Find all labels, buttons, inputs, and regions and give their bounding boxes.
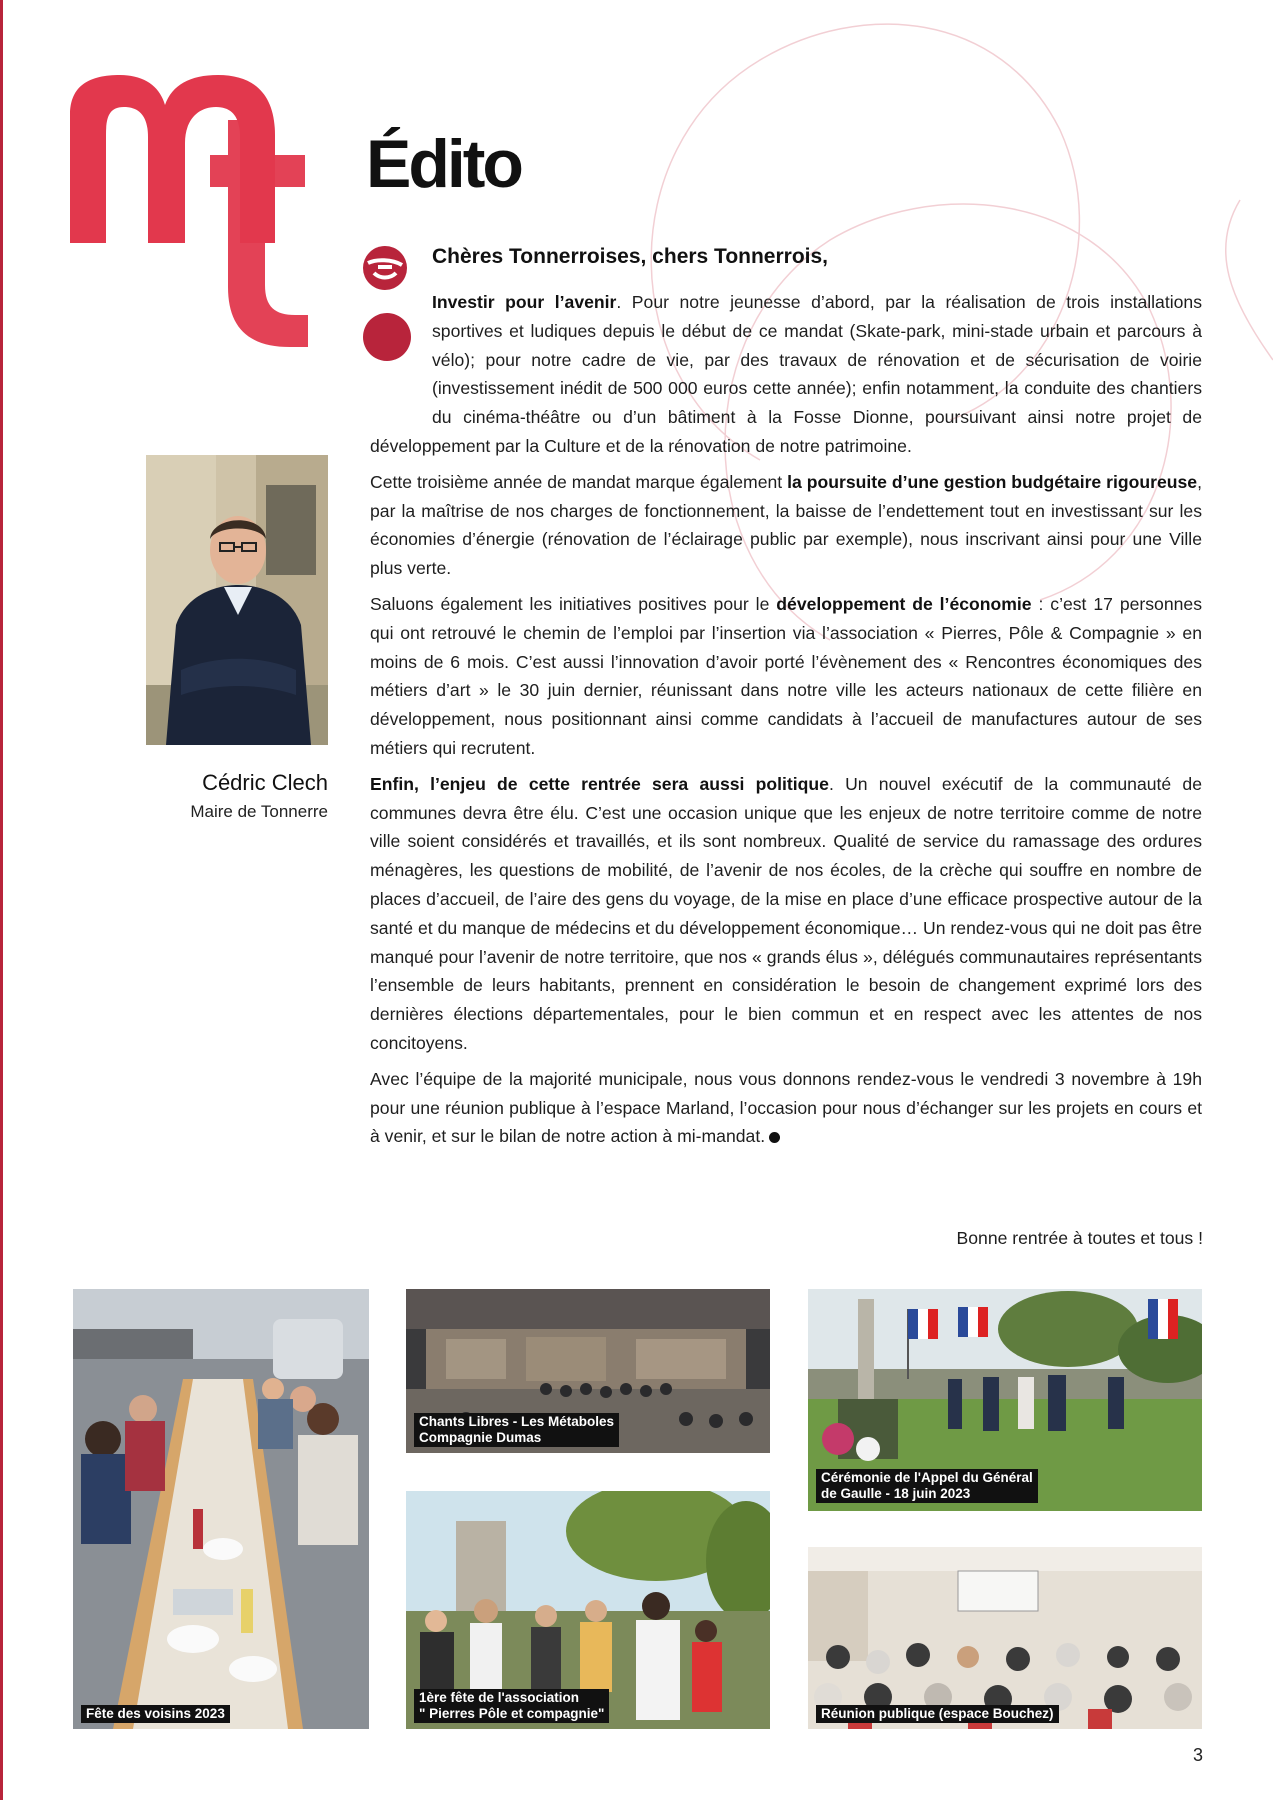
page-number: 3: [1192, 1745, 1203, 1765]
paragraph-economie: [370, 590, 1202, 763]
paragraph-politique: [370, 770, 1202, 1058]
photo-pierres-pole: [406, 1491, 770, 1729]
caption-reunion: [816, 1705, 1059, 1723]
photo-fete-voisins-image: [73, 1289, 369, 1729]
author-name: Cédric Clech: [202, 770, 328, 795]
paragraph-gestion: [370, 468, 1202, 583]
closing-line: Bonne rentrée à toutes et tous !: [956, 1228, 1203, 1248]
logo-wrap-spacer: [370, 288, 432, 428]
caption-line: Chants Libres - Les Métaboles: [419, 1414, 615, 1429]
text-politique-post: . Un nouvel exécutif de la communauté de communes devra être élu. C’est une occasion unique que les enjeux de notre territoire comme de notre ville soient considérés et travaillés, et ils sont nombreux. Qualité de service du ramassage des ordures ménagères, les questions de mobilité, de l’avenir de nos écoles, de la crèche qui souffre en nombre de places d’accueil, de l’aire des gens du voyage, de la mise en place d’une efficace prospective autour de la santé et du manque de médecins et du développement économique… Un rendez-vous qui ne doit pas être manqué pour l’avenir de notre territoire, que nos « grands élus », délégués communautaires représentants l’ensemble de leurs habitants, prennent en considération le besoin de changement exprimé lors des dernières élections départementales, pour le bien commun et en respect avec les attentes de nos concitoyens.: [370, 773, 1202, 1053]
text-economie-post: : c’est 17 personnes qui ont retrouvé le chemin de l’emploi par l’insertion via l’association « Pierres, Pôle & Compagnie » en moins de 6 mois. C’est aussi l’innovation d’avoir porté l’évènement des « Rencontres économiques des métiers d’art » le 30 juin dernier, réunissant dans notre ville les acteurs nationaux de cette filière en développement, nous positionnant ainsi comme candidats à l’accueil de manufactures autour de ses métiers qui recrutent.: [370, 593, 1202, 758]
caption-line: Réunion publique (espace Bouchez): [821, 1706, 1054, 1721]
paragraph-investir: [370, 288, 1202, 461]
end-mark-icon: [769, 1132, 780, 1143]
page-title: Édito: [366, 126, 521, 202]
photo-reunion-image: [808, 1547, 1202, 1729]
caption-line: " Pierres Pôle et compagnie": [419, 1706, 605, 1721]
text-economie-pre: Saluons également les initiatives positives pour le: [370, 593, 777, 614]
caption-line: Fête des voisins 2023: [86, 1706, 225, 1721]
edito-body: [370, 288, 1202, 1158]
portrait-photo: [146, 455, 328, 745]
bold-economie: développement de l’économie: [776, 593, 1032, 614]
caption-line: 1ère fête de l'association: [419, 1690, 580, 1705]
bold-politique: Enfin, l’enjeu de cette rentrée sera aussi politique: [370, 773, 829, 794]
caption-chants-libres: [414, 1413, 619, 1447]
paragraph-rendezvous: [370, 1065, 1202, 1151]
photo-ceremonie: [808, 1289, 1202, 1511]
text-investir: . Pour notre jeunesse d’abord, par la réalisation de trois installations sportives et ludiques depuis le début de ce mandat (Skate-park, mini-stade urbain et parcours à vélo); pour notre cadre de vie, par des travaux de rénovation et de sécurisation de voirie (investissement inédit de 500 000 euros cette année); enfin notamment, la conduite des chantiers du cinéma-théâtre ou d’un bâtiment à la Fosse Dionne, poursuivant ainsi notre projet de développement par la Culture et de la rénovation de notre patrimoine.: [370, 292, 1203, 456]
caption-line: de Gaulle - 18 juin 2023: [821, 1486, 971, 1501]
caption-pierres-pole: [414, 1689, 609, 1723]
author-role: Maire de Tonnerre: [190, 802, 328, 821]
brand-emblem-icon: [362, 245, 408, 291]
bold-gestion: la poursuite d’une gestion budgétaire rigoureuse: [787, 471, 1198, 492]
caption-fete-voisins: [81, 1705, 230, 1723]
caption-line: Compagnie Dumas: [419, 1430, 542, 1445]
caption-ceremonie: [816, 1469, 1038, 1503]
text-rendezvous: Avec l’équipe de la majorité municipale, nous vous donnons rendez-vous le vendredi 3 novembre à 19h pour une réunion publique à l’espace Marland, l’occasion pour nous d’échanger sur les projets en cours et à venir, et sur le bilan de notre action à mi-mandat.: [370, 1068, 1202, 1147]
mt-logo: [70, 75, 350, 375]
bold-investir: Investir pour l’avenir: [432, 292, 617, 312]
photo-chants-libres: [406, 1289, 770, 1453]
text-gestion-post: , par la maîtrise de nos charges de fonctionnement, la baisse de l’endettement tout en investissant sur les économies d’énergie (rénovation de l’éclairage public par exemple), nous inscrivant ainsi pour une Ville plus verte.: [370, 471, 1202, 579]
caption-line: Cérémonie de l'Appel du Général: [821, 1470, 1033, 1485]
text-gestion-pre: Cette troisième année de mandat marque également: [370, 471, 788, 492]
photo-reunion: [808, 1547, 1202, 1729]
salutation: Chères Tonnerroises, chers Tonnerrois,: [432, 245, 829, 268]
photo-fete-voisins: [73, 1289, 369, 1729]
